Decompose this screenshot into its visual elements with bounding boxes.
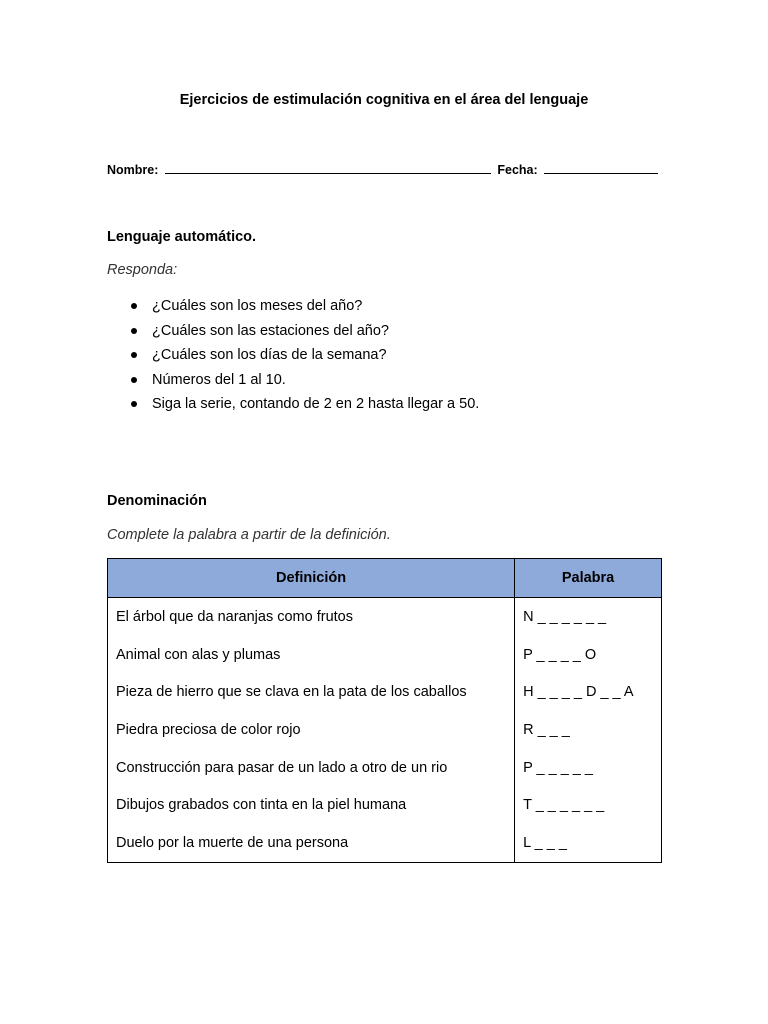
list-item: Números del 1 al 10. [130,370,479,395]
section-instruction-complete: Complete la palabra a partir de la definición. [107,527,391,543]
section-heading-naming: Denominación [107,493,207,509]
date-blank-field[interactable] [544,161,658,174]
table-row [108,598,662,636]
definition-cell: El árbol que da naranjas como frutos [108,598,515,636]
table-header-row [108,559,662,598]
word-cell[interactable]: P _ _ _ _ _ [515,749,662,787]
table-row [108,786,662,824]
definition-cell: Construcción para pasar de un lado a otro de un rio [108,749,515,787]
bullet-icon [131,352,137,358]
bullet-icon [131,303,137,309]
table-row [108,749,662,787]
definition-cell: Animal con alas y plumas [108,636,515,674]
definition-table [107,558,662,863]
name-date-line [107,161,661,177]
word-cell[interactable]: N _ _ _ _ _ _ [515,598,662,636]
definition-cell: Pieza de hierro que se clava en la pata de los caballos [108,673,515,711]
word-cell[interactable]: R _ _ _ [515,711,662,749]
bullet-icon [131,328,137,334]
name-label: Nombre: [107,163,159,177]
column-header-word: Palabra [515,559,662,598]
word-cell[interactable]: T _ _ _ _ _ _ [515,786,662,824]
document-title: Ejercicios de estimulación cognitiva en el área del lenguaje [179,92,589,108]
table-row [108,824,662,862]
word-cell[interactable]: P _ _ _ _ O [515,636,662,674]
list-item: ¿Cuáles son las estaciones del año? [130,321,479,346]
date-label: Fecha: [497,163,538,177]
bullet-icon [131,401,137,407]
table-row [108,673,662,711]
definition-cell: Duelo por la muerte de una persona [108,824,515,862]
word-cell[interactable]: L _ _ _ [515,824,662,862]
list-item: ¿Cuáles son los días de la semana? [130,345,479,370]
section-heading-automatic-language: Lenguaje automático. [107,229,257,245]
table-row [108,636,662,674]
definition-cell: Piedra preciosa de color rojo [108,711,515,749]
name-blank-field[interactable] [165,161,491,174]
list-item: ¿Cuáles son los meses del año? [130,296,479,321]
bullet-icon [131,377,137,383]
word-cell[interactable]: H _ _ _ _ D _ _ A [515,673,662,711]
question-list [130,296,479,419]
column-header-definition: Definición [108,559,515,598]
section-instruction-respond: Responda: [107,262,178,278]
list-item: Siga la serie, contando de 2 en 2 hasta llegar a 50. [130,394,479,419]
table-row [108,711,662,749]
definition-cell: Dibujos grabados con tinta en la piel humana [108,786,515,824]
